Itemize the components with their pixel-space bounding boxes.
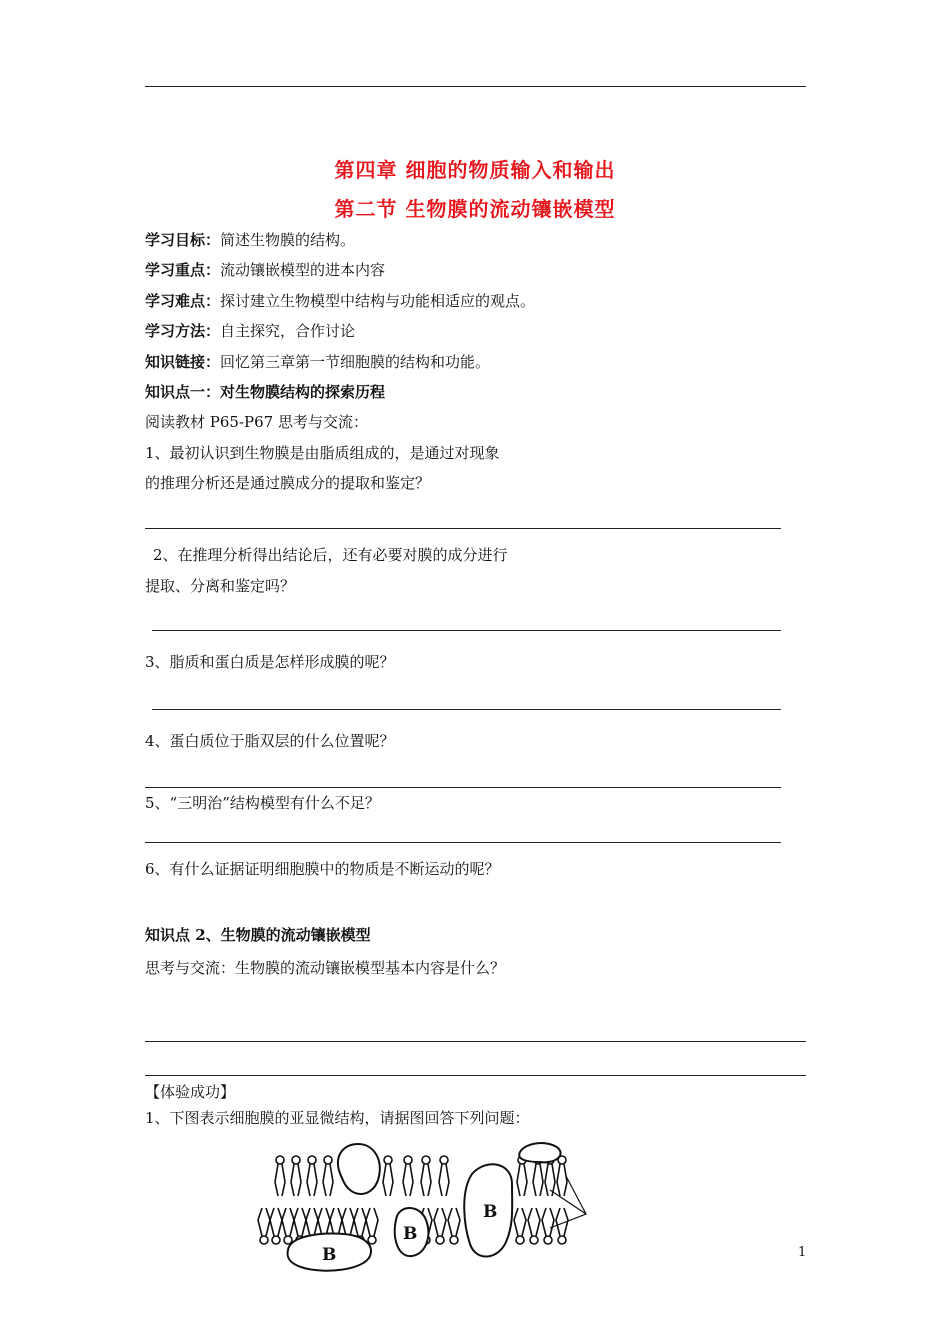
- learning-goal-text: 简述生物膜的结构。: [220, 231, 356, 249]
- knowledge-link: [145, 352, 490, 372]
- lipid-head-upper: [404, 1156, 412, 1164]
- lipid-head-lower: [450, 1236, 458, 1244]
- label-b-bottom: B: [322, 1245, 337, 1265]
- lipid-tail-lower: [330, 1208, 342, 1236]
- point1-intro: 阅读教材 P65-P67 思考与交流：: [145, 413, 368, 431]
- lipid-tail-upper: [517, 1164, 527, 1196]
- lipid-tail-lower: [542, 1208, 554, 1236]
- lipid-tail-lower: [514, 1208, 526, 1236]
- lipid-head-upper: [384, 1156, 392, 1164]
- answer-line-3: [152, 709, 781, 710]
- lipid-tail-lower: [354, 1208, 366, 1236]
- practice-question-1: 1、下图表示细胞膜的亚显微结构，请据图回答下列问题：: [145, 1109, 530, 1127]
- answer-line-2: [152, 630, 781, 631]
- learning-focus-label: 学习重点：: [145, 261, 221, 279]
- lipid-tail-upper: [421, 1164, 431, 1196]
- question-2-line2: 提取、分离和鉴定吗？: [145, 577, 296, 595]
- lipid-head-upper: [440, 1156, 448, 1164]
- learning-method-label: 学习方法：: [145, 322, 221, 340]
- lipid-tail-upper: [323, 1164, 333, 1196]
- lipid-tail-upper: [307, 1164, 317, 1196]
- glycoprotein: [519, 1143, 560, 1162]
- question-4: 4、蛋白质位于脂双层的什么位置呢？: [145, 732, 395, 750]
- lipid-tail-lower: [318, 1208, 330, 1236]
- question-1-line2: 的推理分析还是通过膜成分的提取和鉴定？: [145, 474, 431, 492]
- learning-goal-label: 学习目标：: [145, 231, 221, 249]
- lipid-tail-upper: [533, 1164, 543, 1196]
- label-b-right: B: [483, 1202, 498, 1222]
- point2-question: 思考与交流：生物膜的流动镶嵌模型基本内容是什么？: [145, 959, 506, 977]
- learning-difficulty: [145, 291, 535, 311]
- lipid-head-upper: [422, 1156, 430, 1164]
- answer-line-6: [145, 1041, 806, 1042]
- learning-difficulty-label: 学习难点：: [145, 292, 221, 310]
- lipid-head-lower: [544, 1236, 552, 1244]
- membrane-diagram: [250, 1138, 600, 1278]
- lipid-tail-lower: [258, 1208, 270, 1236]
- label-b-middle: B: [403, 1224, 418, 1244]
- lipid-head-lower: [436, 1236, 444, 1244]
- lipid-head-lower: [558, 1236, 566, 1244]
- lipid-tail-upper: [557, 1164, 567, 1196]
- knowledge-link-label: 知识链接：: [145, 353, 221, 371]
- lipid-head-upper: [324, 1156, 332, 1164]
- answer-line-1: [145, 528, 781, 529]
- lipid-tail-upper: [275, 1164, 285, 1196]
- question-6: 6、有什么证据证明细胞膜中的物质是不断运动的呢？: [145, 860, 500, 878]
- chapter-title: 第四章 细胞的物质输入和输出: [334, 158, 616, 182]
- question-5: 5、“三明治”结构模型有什么不足？: [145, 794, 380, 812]
- lipid-tail-upper: [403, 1164, 413, 1196]
- lipid-head-upper: [308, 1156, 316, 1164]
- lipid-tail-upper: [383, 1164, 393, 1196]
- learning-focus: [145, 260, 385, 280]
- lipid-head-upper: [292, 1156, 300, 1164]
- lipid-tail-lower: [306, 1208, 318, 1236]
- page-number: 1: [798, 1245, 807, 1260]
- question-3: 3、脂质和蛋白质是怎样形成膜的呢？: [145, 653, 395, 671]
- section-title: 第二节 生物膜的流动镶嵌模型: [334, 197, 616, 221]
- lipid-tail-upper: [545, 1164, 555, 1196]
- learning-method: [145, 321, 355, 341]
- answer-line-4: [145, 787, 781, 788]
- lipid-tail-lower: [448, 1208, 460, 1236]
- lipid-tail-lower: [528, 1208, 540, 1236]
- pointer-line-2: [550, 1190, 586, 1214]
- lipid-tail-lower: [294, 1208, 306, 1236]
- lipid-head-lower: [516, 1236, 524, 1244]
- header-rule: [145, 86, 806, 87]
- learning-method-text: 自主探究，合作讨论: [220, 322, 356, 340]
- question-2-line1: 2、在推理分析得出结论后，还有必要对膜的成分进行: [153, 546, 508, 564]
- protein-upper-left: [338, 1144, 380, 1194]
- lipid-tail-upper: [291, 1164, 301, 1196]
- lipid-tail-lower: [270, 1208, 282, 1236]
- learning-focus-text: 流动镶嵌模型的进本内容: [220, 261, 386, 279]
- lipid-tail-lower: [434, 1208, 446, 1236]
- lipid-tail-lower: [282, 1208, 294, 1236]
- lipid-head-upper: [276, 1156, 284, 1164]
- answer-line-5: [145, 842, 781, 843]
- lipid-tail-lower: [342, 1208, 354, 1236]
- knowledge-link-text: 回忆第三章第一节细胞膜的结构和功能。: [220, 353, 491, 371]
- lipid-tail-upper: [439, 1164, 449, 1196]
- practice-heading: 【体验成功】: [145, 1083, 236, 1101]
- lipid-head-lower: [530, 1236, 538, 1244]
- lipid-head-lower: [368, 1236, 376, 1244]
- learning-goal: [145, 230, 355, 250]
- learning-difficulty-text: 探讨建立生物模型中结构与功能相适应的观点。: [220, 292, 536, 310]
- lipid-tail-lower: [366, 1208, 378, 1236]
- lipid-head-lower: [260, 1236, 268, 1244]
- point1-heading: 知识点一：对生物膜结构的探索历程: [145, 383, 386, 401]
- point2-heading: 知识点 2、生物膜的流动镶嵌模型: [145, 926, 371, 944]
- question-1-line1: 1、最初认识到生物膜是由脂质组成的，是通过对现象: [145, 444, 500, 462]
- answer-line-7: [145, 1075, 806, 1076]
- lipid-head-lower: [272, 1236, 280, 1244]
